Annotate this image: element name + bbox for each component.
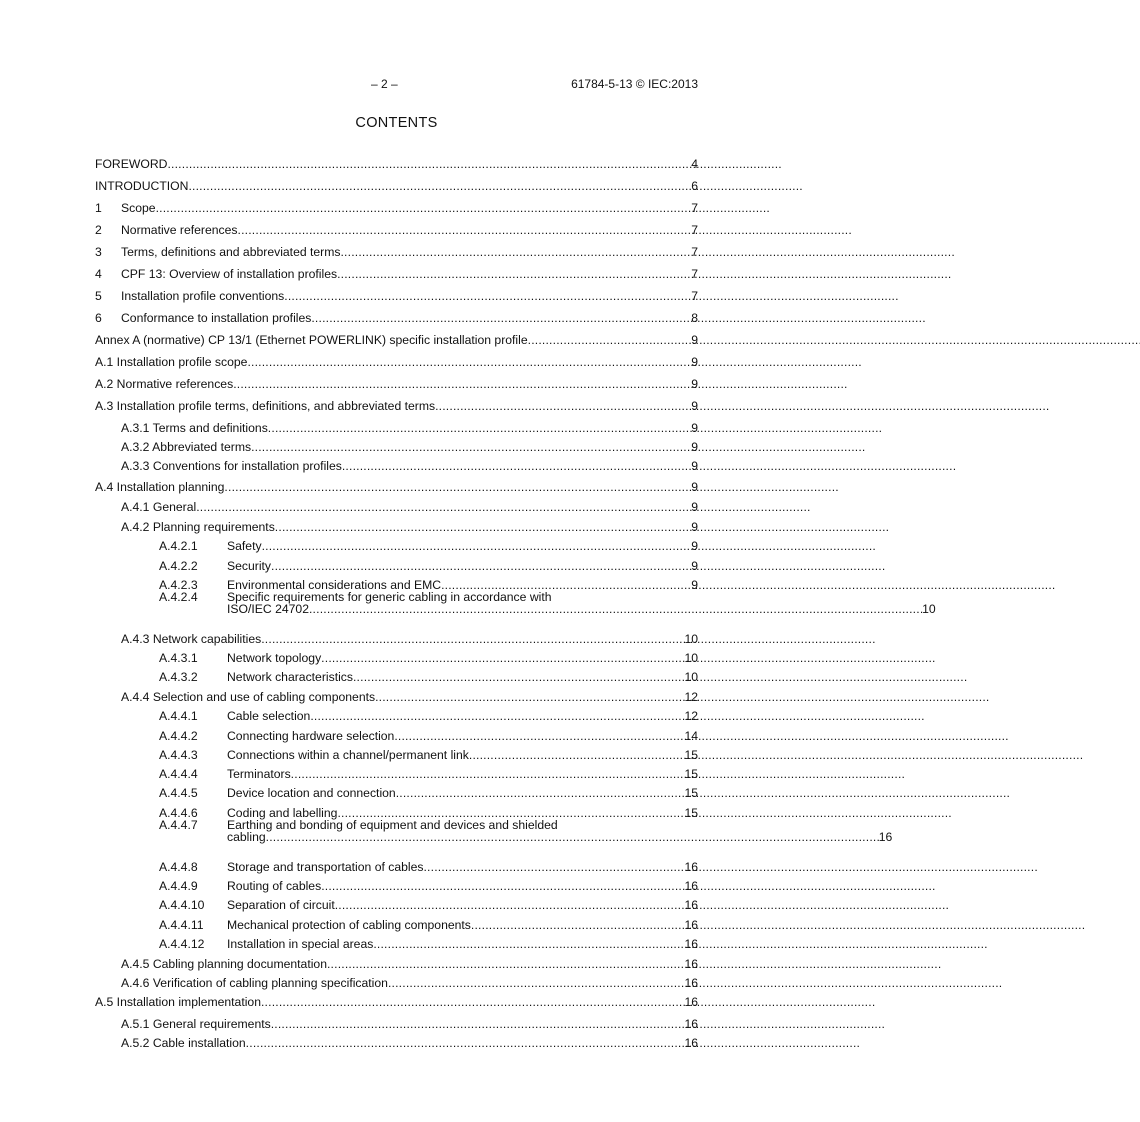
toc-entry[interactable] — [95, 355, 698, 369]
toc-page-number: 16 — [684, 879, 698, 893]
toc-entry[interactable] — [95, 377, 698, 391]
toc-title-continued: ISO/IEC 24702 — [227, 602, 309, 616]
toc-section-number: A.4.4.7 — [159, 818, 198, 832]
dot-leader — [469, 748, 684, 762]
toc-section-number: A.4.4.10 — [159, 898, 205, 912]
toc-section-number: A.4.4.3 — [159, 748, 198, 762]
toc-page-number: 9 — [691, 421, 698, 435]
toc-title: Separation of circuit — [227, 898, 335, 912]
toc-page-number: 9 — [691, 377, 698, 391]
toc-entry[interactable] — [95, 957, 698, 971]
toc-entry[interactable] — [95, 709, 698, 723]
toc-page-number: 10 — [684, 632, 698, 646]
toc-section-number: 2 — [95, 223, 102, 237]
dot-leader — [291, 767, 684, 781]
toc-page-number: 10 — [922, 602, 936, 616]
dot-leader — [321, 651, 684, 665]
dot-leader — [196, 500, 684, 514]
toc-page-number: 16 — [684, 918, 698, 932]
toc-title: Normative references — [121, 223, 238, 237]
toc-page-number: 14 — [684, 729, 698, 743]
toc-page-number: 9 — [691, 500, 698, 514]
dot-leader — [311, 311, 684, 325]
toc-section-number: 4 — [95, 267, 102, 281]
dot-leader — [342, 459, 684, 473]
toc-title: Coding and labelling — [227, 806, 338, 820]
toc-title: Conformance to installation profiles — [121, 311, 312, 325]
page-number: – 2 – — [371, 77, 398, 91]
toc-title: Safety — [227, 539, 262, 553]
toc-page-number: 7 — [691, 201, 698, 215]
toc-title: A.3.3 Conventions for installation profiles — [121, 459, 342, 473]
toc-page-number: 7 — [691, 223, 698, 237]
toc-title: A.5.2 Cable installation — [121, 1036, 246, 1050]
toc-page-number: 10 — [684, 670, 698, 684]
dot-leader — [167, 157, 684, 171]
toc-entry[interactable] — [95, 651, 698, 665]
dot-leader — [423, 860, 684, 874]
dot-leader — [246, 1036, 684, 1050]
toc-entry[interactable] — [95, 976, 698, 990]
dot-leader — [353, 670, 684, 684]
toc-title: A.3 Installation profile terms, definitions, and abbreviated terms — [95, 399, 436, 413]
dot-leader — [261, 995, 684, 1009]
toc-page-number: 15 — [684, 767, 698, 781]
dot-leader — [261, 632, 684, 646]
dot-leader — [327, 957, 684, 971]
toc-entry[interactable] — [95, 289, 698, 303]
dot-leader — [238, 223, 684, 237]
toc-section-number: A.4.2.3 — [159, 578, 198, 592]
dot-leader — [340, 245, 684, 259]
dot-leader — [309, 602, 922, 616]
toc-entry[interactable] — [95, 748, 698, 762]
dot-leader — [335, 898, 684, 912]
toc-page-number: 4 — [691, 157, 698, 171]
toc-entry[interactable] — [95, 860, 698, 874]
toc-page-number: 16 — [684, 1036, 698, 1050]
toc-entry[interactable] — [95, 311, 698, 325]
dot-leader — [233, 377, 684, 391]
dot-leader — [528, 333, 684, 347]
dot-leader — [321, 879, 684, 893]
toc-title: A.4.3 Network capabilities — [121, 632, 262, 646]
toc-page-number: 16 — [878, 830, 893, 844]
toc-page-number: 16 — [684, 976, 698, 990]
toc-title: Annex A (normative) CP 13/1 (Ethernet POWERLINK) specific installation profile — [95, 333, 528, 347]
toc-page-number: 16 — [684, 898, 698, 912]
toc-page-number: 9 — [691, 399, 698, 413]
toc-section-number: A.4.4.11 — [159, 918, 204, 932]
toc-entry[interactable] — [95, 480, 698, 494]
dot-leader — [284, 289, 684, 303]
toc-page-number: 9 — [691, 520, 698, 534]
dot-leader — [247, 355, 684, 369]
toc-title: A.4.6 Verification of cabling planning specification — [121, 976, 388, 990]
toc-entry[interactable] — [95, 995, 698, 1009]
toc-page-number: 6 — [691, 179, 698, 193]
toc-title: A.4 Installation planning — [95, 480, 225, 494]
toc-title: Connecting hardware selection — [227, 729, 395, 743]
toc-section-number: A.4.3.2 — [159, 670, 198, 684]
toc-section-number: A.4.2.2 — [159, 559, 198, 573]
page-title: CONTENTS — [355, 115, 438, 131]
toc-entry[interactable] — [95, 670, 698, 684]
toc-entry[interactable] — [95, 632, 698, 646]
toc-entry[interactable] — [95, 440, 698, 454]
toc-entry[interactable] — [95, 898, 698, 912]
toc-page-number: 16 — [684, 1017, 698, 1031]
toc-entry[interactable] — [95, 1017, 698, 1031]
dot-leader — [471, 918, 684, 932]
toc-section-number: 3 — [95, 245, 102, 259]
toc-title: Installation profile conventions — [121, 289, 285, 303]
toc-entry[interactable] — [95, 157, 698, 171]
toc-entry[interactable] — [95, 818, 893, 844]
toc-entry[interactable] — [95, 201, 698, 215]
dot-leader — [310, 709, 684, 723]
toc-entry[interactable] — [95, 767, 698, 781]
toc-page-number: 8 — [691, 311, 698, 325]
toc-title: A.5.1 General requirements — [121, 1017, 271, 1031]
toc-section-number: A.4.4.4 — [159, 767, 198, 781]
toc-page-number: 15 — [684, 786, 698, 800]
toc-title: Security — [227, 559, 272, 573]
toc-title: Cable selection — [227, 709, 311, 723]
dot-leader — [266, 830, 879, 844]
toc-entry[interactable] — [95, 786, 698, 800]
dot-leader — [251, 440, 684, 454]
toc-page-number: 15 — [684, 748, 698, 762]
dot-leader — [271, 1017, 684, 1031]
toc-section-number: A.4.2.4 — [159, 590, 198, 604]
toc-title: Network topology — [227, 651, 322, 665]
toc-section-number: A.4.4.8 — [159, 860, 198, 874]
toc-section-number: 1 — [95, 201, 102, 215]
document-id: 61784-5-13 © IEC:2013 — [571, 77, 698, 91]
toc-entry[interactable] — [95, 937, 698, 951]
toc-page-number: 12 — [684, 709, 698, 723]
toc-page-number: 16 — [684, 860, 698, 874]
toc-title: Mechanical protection of cabling components — [227, 918, 471, 932]
toc-entry[interactable] — [95, 729, 698, 743]
toc-entry[interactable] — [95, 590, 936, 616]
toc-title: CPF 13: Overview of installation profiles — [121, 267, 338, 281]
toc-title: A.4.2 Planning requirements — [121, 520, 275, 534]
toc-title: Network characteristics — [227, 670, 353, 684]
toc-title: Installation in special areas — [227, 937, 374, 951]
toc-page-number: 10 — [684, 651, 698, 665]
toc-entry[interactable] — [95, 179, 698, 193]
toc-page-number: 7 — [691, 245, 698, 259]
toc-title: Terminators — [227, 767, 291, 781]
toc-page-number: 12 — [684, 690, 698, 704]
toc-section-number: A.4.4.9 — [159, 879, 198, 893]
toc-section-number: A.4.3.1 — [159, 651, 198, 665]
toc-entry[interactable] — [95, 559, 698, 573]
toc-title: INTRODUCTION — [95, 179, 189, 193]
toc-section-number: A.4.4.5 — [159, 786, 198, 800]
dot-leader — [271, 559, 684, 573]
toc-entry[interactable] — [95, 1036, 698, 1050]
toc-page-number: 7 — [691, 267, 698, 281]
toc-title: A.4.1 General — [121, 500, 197, 514]
toc-title: Device location and connection — [227, 786, 396, 800]
toc-title: A.4.4 Selection and use of cabling components — [121, 690, 376, 704]
toc-page-number: 9 — [691, 333, 698, 347]
toc-entry[interactable] — [95, 500, 698, 514]
dot-leader — [396, 786, 684, 800]
toc-page-number: 9 — [691, 355, 698, 369]
toc-entry[interactable] — [95, 918, 698, 932]
dot-leader — [188, 179, 684, 193]
toc-entry[interactable] — [95, 459, 698, 473]
toc-title: A.3.2 Abbreviated terms — [121, 440, 252, 454]
toc-title: Terms, definitions and abbreviated terms — [121, 245, 341, 259]
toc-page-number: 9 — [691, 539, 698, 553]
toc-title: Connections within a channel/permanent link — [227, 748, 469, 762]
toc-page-number: 9 — [691, 459, 698, 473]
toc-title: A.1 Installation profile scope — [95, 355, 248, 369]
toc-title: A.2 Normative references — [95, 377, 234, 391]
toc-section-number: A.4.4.6 — [159, 806, 198, 820]
toc-title: Scope — [121, 201, 156, 215]
toc-entry[interactable] — [95, 333, 698, 347]
toc-section-number: A.4.2.1 — [159, 539, 198, 553]
toc-section-number: A.4.4.1 — [159, 709, 198, 723]
toc-page-number: 9 — [691, 578, 698, 592]
toc-section-number: A.4.4.2 — [159, 729, 198, 743]
toc-page-number: 9 — [691, 440, 698, 454]
toc-entry[interactable] — [95, 421, 698, 435]
dot-leader — [375, 690, 684, 704]
dot-leader — [156, 201, 684, 215]
toc-entry[interactable] — [95, 520, 698, 534]
dot-leader — [224, 480, 684, 494]
toc-title: Routing of cables — [227, 879, 322, 893]
dot-leader — [262, 539, 684, 553]
toc-title: Environmental considerations and EMC — [227, 578, 442, 592]
dot-leader — [337, 267, 684, 281]
toc-page-number: 16 — [684, 937, 698, 951]
toc-title: Earthing and bonding of equipment and devices and shielded — [227, 818, 558, 832]
dot-leader — [394, 729, 684, 743]
dot-leader — [268, 421, 684, 435]
toc-page-number: 15 — [684, 806, 698, 820]
toc-page-number: 7 — [691, 289, 698, 303]
dot-leader — [435, 399, 684, 413]
toc-entry[interactable] — [95, 245, 698, 259]
toc-entry[interactable] — [95, 879, 698, 893]
dot-leader — [275, 520, 684, 534]
toc-section-number: A.4.4.12 — [159, 937, 205, 951]
dot-leader — [388, 976, 684, 990]
toc-page-number: 9 — [691, 480, 698, 494]
toc-entry[interactable] — [95, 267, 698, 281]
toc-title: Specific requirements for generic cabling in accordance with — [227, 590, 552, 604]
toc-title: A.5 Installation implementation — [95, 995, 261, 1009]
toc-title: A.3.1 Terms and definitions — [121, 421, 268, 435]
toc-entry[interactable] — [95, 399, 698, 413]
dot-leader — [373, 937, 684, 951]
toc-page-number: 16 — [684, 995, 698, 1009]
toc-entry[interactable] — [95, 690, 698, 704]
toc-title-continued: cabling — [227, 830, 266, 844]
toc-entry[interactable] — [95, 539, 698, 553]
toc-title: FOREWORD — [95, 157, 168, 171]
toc-section-number: 6 — [95, 311, 102, 325]
toc-entry[interactable] — [95, 223, 698, 237]
toc-page-number: 16 — [684, 957, 698, 971]
toc-title: Storage and transportation of cables — [227, 860, 424, 874]
page-header — [95, 77, 698, 93]
toc-section-number: 5 — [95, 289, 102, 303]
toc-title: A.4.5 Cabling planning documentation — [121, 957, 327, 971]
toc-page-number: 9 — [691, 559, 698, 573]
